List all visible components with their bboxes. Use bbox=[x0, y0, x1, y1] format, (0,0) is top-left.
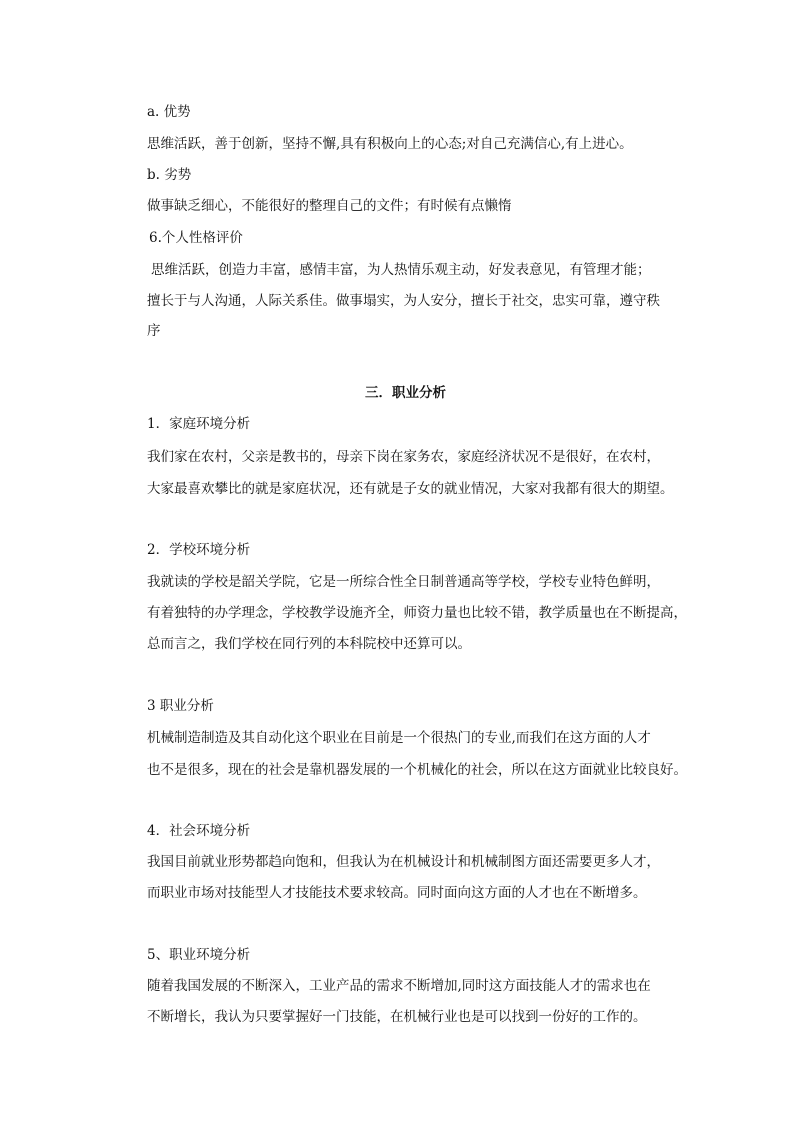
society-line: 而职业市场对技能型人才技能技术要求较高。同时面向这方面的人才也在不断增多。 bbox=[147, 885, 647, 901]
job-env-line: 随着我国发展的不断深入，工业产品的需求不断增加,同时这方面技能人才的需求也在 bbox=[147, 978, 651, 994]
school-line: 我就读的学校是韶关学院，它是一所综合性全日制普通高等学校，学校专业特色鲜明， bbox=[147, 574, 660, 590]
family-line: 我们家在农村，父亲是教书的，母亲下岗在家务农，家庭经济状况不是很好，在农村， bbox=[147, 449, 660, 465]
strengths-text: 思维活跃，善于创新，坚持不懈,具有积极向上的心态;对自己充满信心,有上进心。 bbox=[147, 136, 633, 152]
career-line: 机械制造制造及其自动化这个职业在目前是一个很热门的专业,而我们在这方面的人才 bbox=[147, 730, 651, 746]
society-line: 我国目前就业形势都趋向饱和，但我认为在机械设计和机械制图方面还需要更多人才， bbox=[147, 854, 660, 870]
strengths-label: a. 优势 bbox=[147, 104, 191, 120]
school-line: 有着独特的办学理念，学校教学设施齐全，师资力量也比较不错，教学质量也在不断提高， bbox=[147, 605, 687, 621]
personality-line: 序 bbox=[147, 323, 161, 339]
family-label: 1．家庭环境分析 bbox=[147, 416, 251, 432]
career-label: 3 职业分析 bbox=[147, 698, 214, 714]
section-title: 三．职业分析 bbox=[365, 385, 446, 401]
career-line: 也不是很多，现在的社会是靠机器发展的一个机械化的社会，所以在这方面就业比较良好。 bbox=[147, 762, 687, 778]
school-label: 2．学校环境分析 bbox=[147, 542, 251, 558]
school-line: 总而言之，我们学校在同行列的本科院校中还算可以。 bbox=[147, 636, 471, 652]
society-label: 4．社会环境分析 bbox=[147, 823, 251, 839]
weaknesses-label: b. 劣势 bbox=[147, 167, 192, 183]
job-env-line: 不断增长，我认为只要掌握好一门技能，在机械行业也是可以找到一份好的工作的。 bbox=[147, 1009, 647, 1025]
personality-line: 思维活跃，创造力丰富，感情丰富，为人热情乐观主动，好发表意见，有管理才能； bbox=[151, 262, 651, 278]
job-env-label: 5、职业环境分析 bbox=[147, 947, 251, 963]
personality-label: 6.个人性格评价 bbox=[149, 230, 243, 246]
family-line: 大家最喜欢攀比的就是家庭状况，还有就是子女的就业情况，大家对我都有很大的期望。 bbox=[147, 481, 674, 497]
personality-line: 擅长于与人沟通，人际关系佳。做事塌实，为人安分，擅长于社交，忠实可靠，遵守秩 bbox=[147, 293, 660, 309]
weaknesses-text: 做事缺乏细心，不能很好的整理自己的文件；有时候有点懒惰 bbox=[147, 198, 512, 214]
